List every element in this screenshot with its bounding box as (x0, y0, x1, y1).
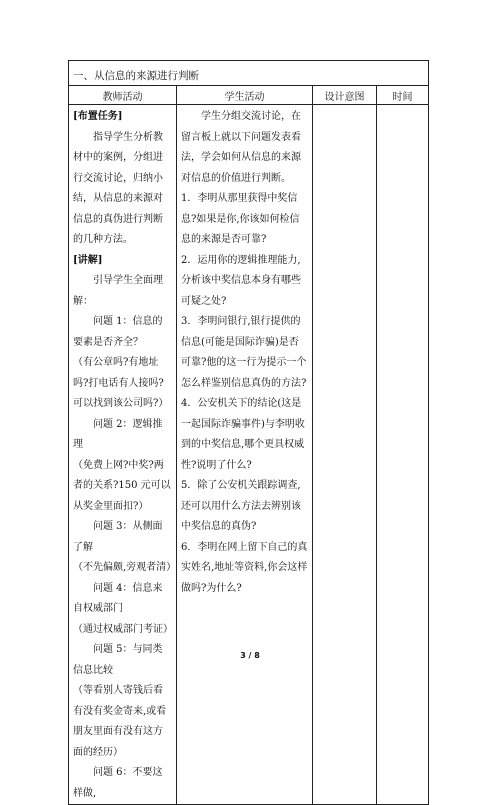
question-3-detail: （不先偏颇,旁观者清） (73, 562, 177, 573)
question-3-title: 问题 3：从侧面了解 (73, 521, 163, 553)
question-1-detail: （有公章吗?有地址吗?打电话有人接吗?可以找到该公司吗?） (73, 357, 169, 409)
lecture-intro: 引导学生全面理解： (73, 275, 163, 307)
question-4-detail: （通过权威部门考证） (73, 623, 173, 635)
student-item-2: 2．运用你的逻辑推理能力,分析该中奖信息本身有哪些可疑之处? (181, 254, 301, 307)
lesson-table (68, 60, 429, 805)
student-intro: 学生分组交流讨论，在留言板上就以下问题发表看法，学会如何从信息的来源对信息的价值进行判断。 (181, 111, 301, 184)
task-text: 指导学生分析教材中的案例，分组进行交流讨论，归纳小结，从信息的来源对信息的真伪进行判断的几种方法。 (73, 131, 163, 245)
header-time: 时间 (377, 86, 429, 105)
design-intent-cell (313, 105, 377, 805)
student-item-6: 6．李明在网上留下自己的真实姓名,地址等资料,你会这样做吗?为什么? (181, 541, 308, 594)
page-number: 3 / 8 (240, 651, 260, 660)
question-6-title: 问题 6：不要这样做, (73, 767, 163, 799)
header-teacher: 教师活动 (69, 86, 177, 105)
teacher-activity-cell (69, 105, 177, 805)
student-item-5: 5．除了公安机关跟踪调查,还可以用什么方法去辨别该中奖信息的真伪? (181, 480, 301, 532)
student-activity-cell (177, 105, 313, 805)
header-design: 设计意图 (313, 86, 377, 105)
question-2-title: 问题 2：逻辑推理 (73, 418, 163, 450)
student-item-4: 4．公安机关下的结论(这是一起国际诈骗事件)与李明收到的中奖信息,哪个更具权威性?说明了什么? (181, 398, 305, 471)
question-2-detail: （免费上网?中奖?两者的关系?150 元可以从奖金里面扣?） (73, 459, 171, 512)
lecture-tag: [讲解] (73, 254, 103, 266)
section-title: 一、从信息的来源进行判断 (69, 61, 429, 86)
question-5-detail: （等看别人寄钱后看有没有奖金寄来,或看朋友里面有没有这方面的经历） (73, 685, 167, 758)
question-5-title: 问题 5：与同类信息比较 (73, 644, 163, 676)
student-item-3: 3．李明问银行,银行提供的信息(可能是国际诈骗)是否可靠?他的这一行为提示一个怎么样鉴别信息真伪的方法? (181, 316, 307, 389)
question-1-title: 问题 1：信息的要素是否齐全？ (73, 316, 163, 348)
time-cell (377, 105, 429, 805)
student-item-1: 1．李明从那里获得中奖信息?如果是你,你该如何检信息的来源是否可靠? (181, 193, 300, 245)
header-student: 学生活动 (177, 86, 313, 105)
question-4-title: 问题 4：信息来自权威部门 (73, 582, 163, 614)
task-tag: [布置任务] (73, 111, 123, 122)
